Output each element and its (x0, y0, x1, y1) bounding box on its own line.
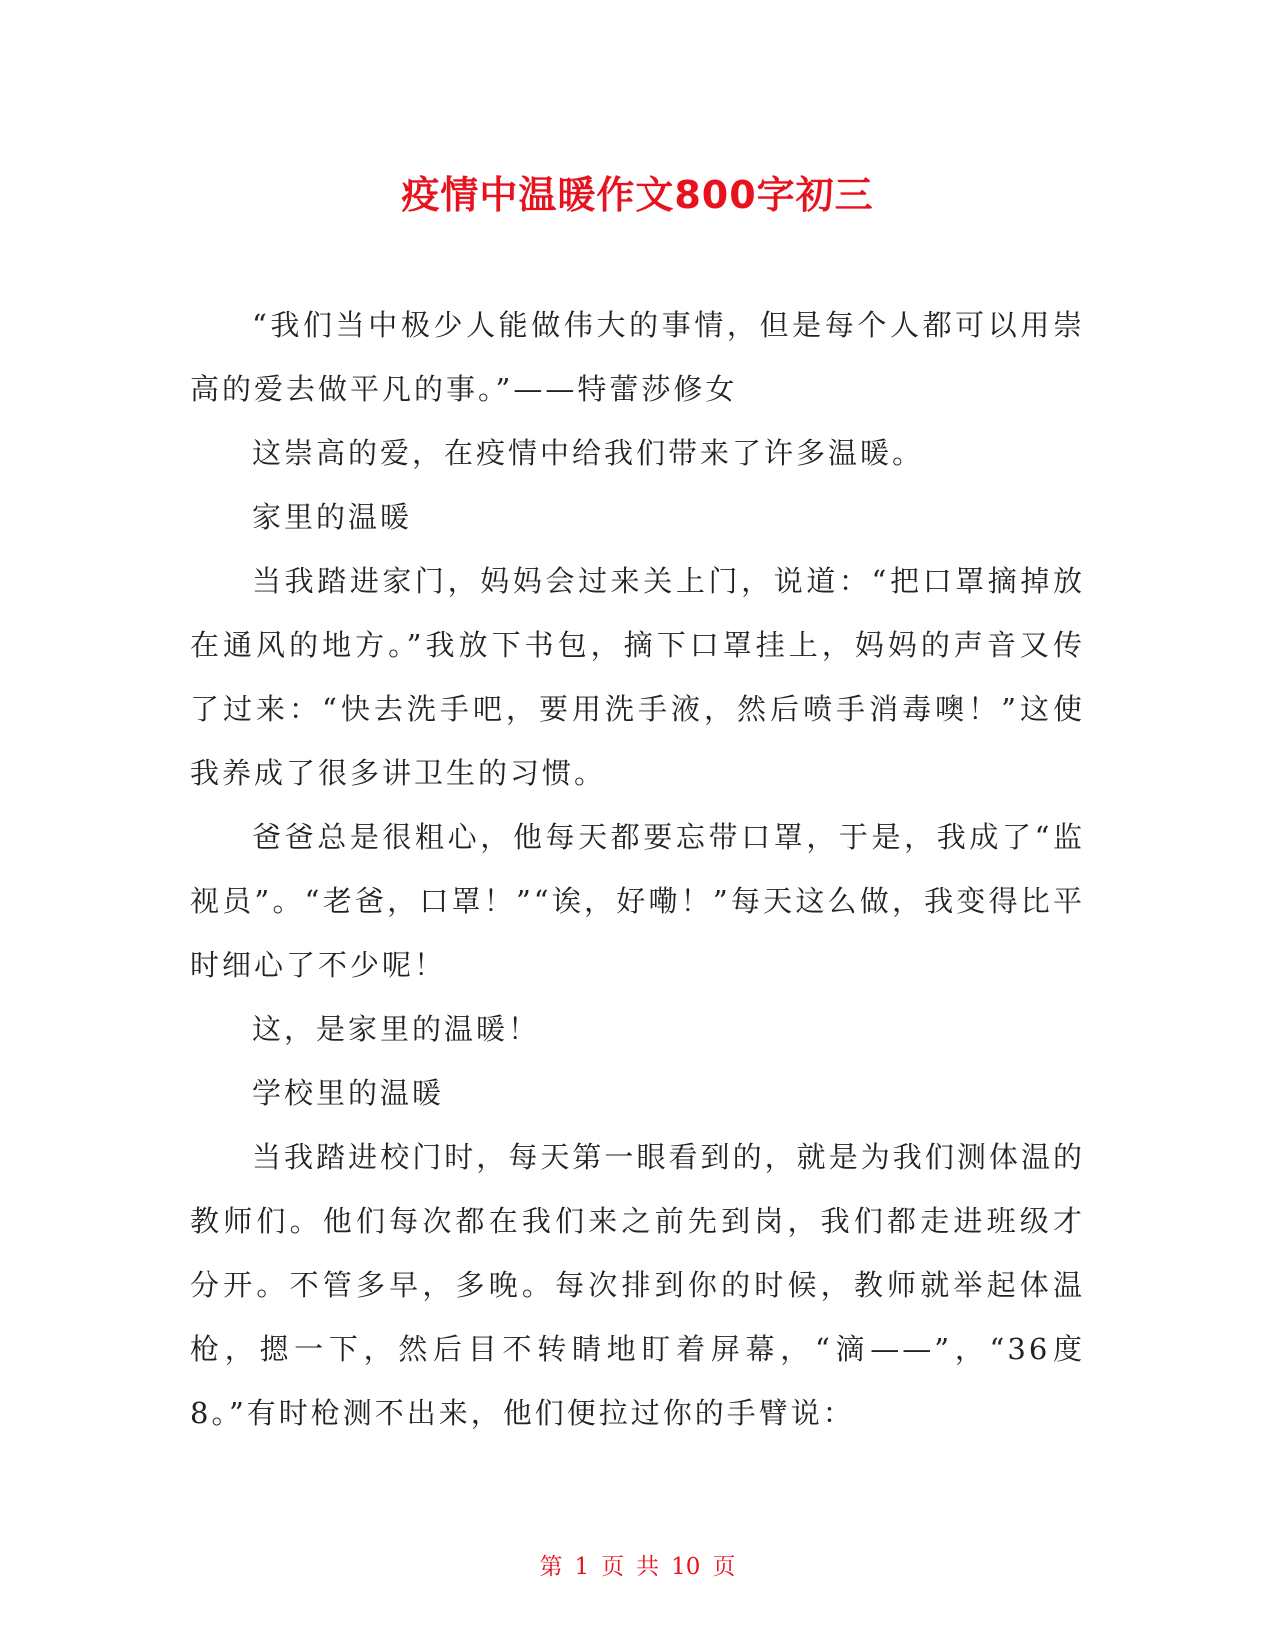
document-body (190, 293, 1085, 1445)
total-label: 共 (636, 1554, 660, 1580)
total-unit: 页 (712, 1554, 736, 1580)
section-heading-home: 家里的温暖 (252, 500, 413, 534)
paragraph-intro: 这崇高的爱，在疫情中给我们带来了许多温暖。 (252, 436, 925, 470)
paragraph-father: 爸爸总是很粗心，他每天都要忘带口罩，于是，我成了“监视员”。“老爸，口罩！”“诶，好嘞！”每天这么做，我变得比平时细心了不少呢！ (190, 820, 1085, 982)
page-footer (0, 1548, 1275, 1581)
page-unit: 页 (601, 1554, 625, 1580)
document-title: 疫情中温暖作文800字初三 (401, 173, 874, 217)
paragraph-mother: 当我踏进家门，妈妈会过来关上门，说道：“把口罩摘掉放在通风的地方。”我放下书包，摘下口罩挂上，妈妈的声音又传了过来：“快去洗手吧，要用洗手液，然后喷手消毒噢！”这使我养成了很多讲卫生的习惯。 (190, 564, 1085, 790)
paragraph-teachers: 当我踏进校门时，每天第一眼看到的，就是为我们测体温的教师们。他们每次都在我们来之前先到岗，我们都走进班级才分开。不管多早，多晚。每次排到你的时候，教师就举起体温枪，摁一下，然后目不转睛地盯着屏幕，“滴——”，“36度8。”有时枪测不出来，他们便拉过你的手臂说： (190, 1140, 1085, 1430)
page-number: 1 (574, 1554, 590, 1580)
page-label: 第 (539, 1554, 563, 1580)
paragraph-quote: “我们当中极少人能做伟大的事情，但是每个人都可以用崇高的爱去做平凡的事。”——特蕾莎修女 (190, 308, 1085, 406)
paragraph-home-summary: 这，是家里的温暖！ (252, 1012, 541, 1046)
total-pages: 10 (671, 1554, 701, 1580)
section-heading-school: 学校里的温暖 (252, 1076, 445, 1110)
